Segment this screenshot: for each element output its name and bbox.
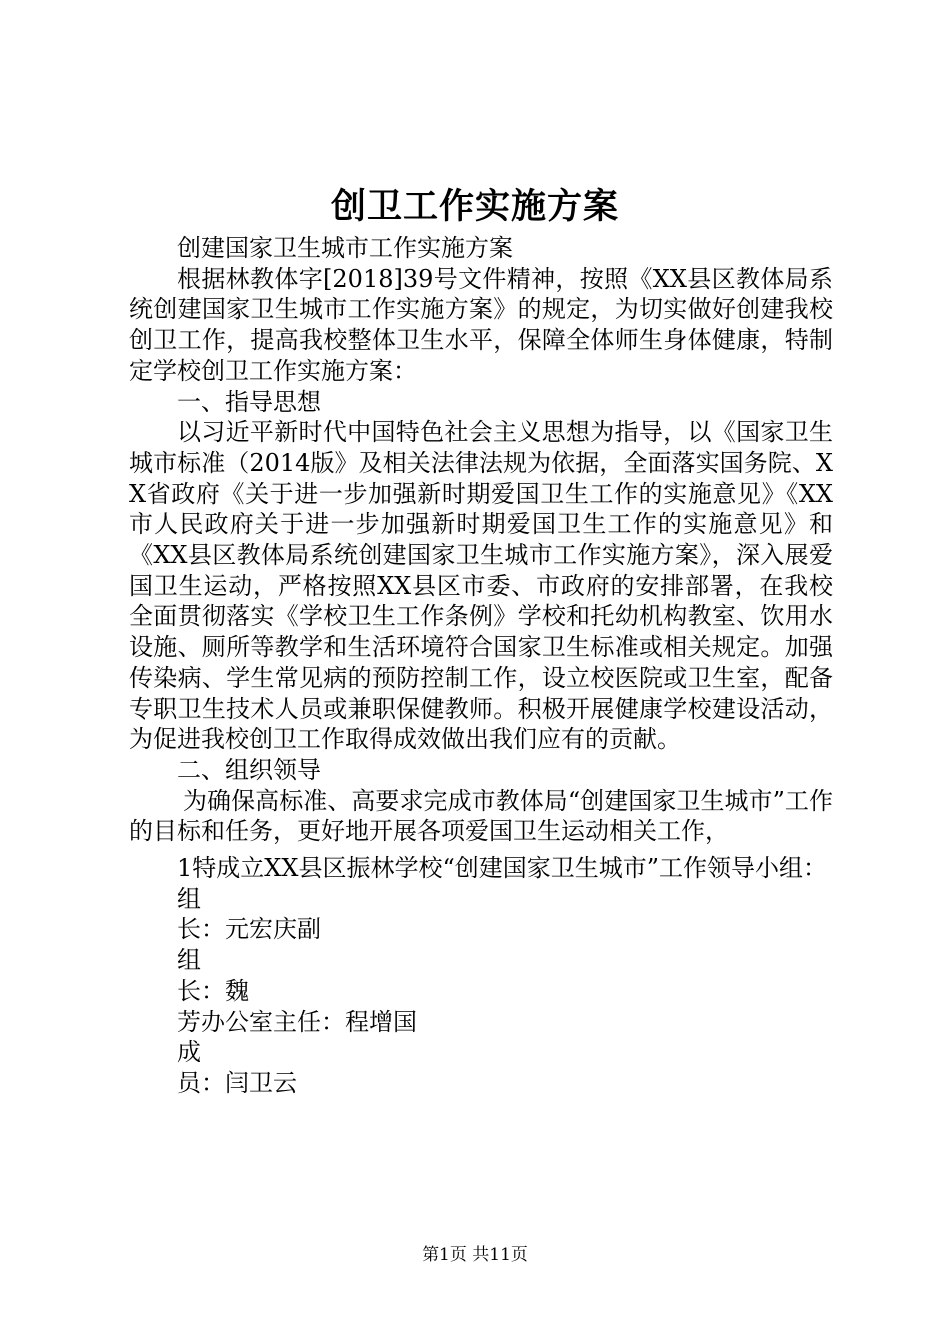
group-line: 长：元宏庆副 [177, 915, 321, 944]
intro-paragraph: 根据林教体字[2018]39号文件精神，按照《XX县区教体局系统创建国家卫生城市工作实施方案》的规定，为切实做好创建我校创卫工作，提高我校整体卫生水平，保障全体师生身体健康，特制定学校创卫工作实施方案： [129, 264, 833, 385]
group-line: 员：闫卫云 [177, 1068, 297, 1097]
organization-paragraph: 为确保高标准、高要求完成市教体局“创建国家卫生城市”工作的目标和任务，更好地开展各项爱国卫生运动相关工作， [129, 786, 833, 846]
section-heading-guiding-ideology: 一、指导思想 [177, 387, 321, 416]
group-line: 芳办公室主任：程增国 [177, 1007, 417, 1036]
page-footer: 第1页 共11页 [422, 1245, 528, 1265]
guiding-ideology-paragraph: 以习近平新时代中国特色社会主义思想为指导，以《国家卫生城市标准（2014版》及相关法律法规为依据，全面落实国务院、XX省政府《关于进一步加强新时期爱国卫生工作的实施意见》《XX市人民政府关于进一步加强新时期爱国卫生工作的实施意见》和《XX县区教体局系统创建国家卫生城市工作实施方案》，深入展爱国卫生运动，严格按照XX县区市委、市政府的安排部署，在我校全面贯彻落实《学校卫生工作条例》学校和托幼机构教室、饮用水设施、厕所等教学和生活环境符合国家卫生标准或相关规定。加强传染病、学生常见病的预防控制工作，设立校医院或卫生室，配备专职卫生技术人员或兼职保健教师。积极开展健康学校建设活动，为促进我校创卫工作取得成效做出我们应有的贡献。 [129, 418, 833, 754]
section-heading-organization: 二、组织领导 [177, 755, 321, 784]
document-body [129, 233, 833, 1099]
group-line: 组 [177, 946, 201, 975]
group-line: 长：魏 [177, 976, 249, 1005]
group-line: 组 [177, 884, 201, 913]
subtitle-paragraph: 创建国家卫生城市工作实施方案 [177, 234, 513, 262]
group-line: 成 [177, 1038, 201, 1067]
leading-group-paragraph: 1特成立XX县区振林学校“创建国家卫生城市”工作领导小组： [177, 854, 827, 883]
document-title: 创卫工作实施方案 [330, 186, 619, 227]
